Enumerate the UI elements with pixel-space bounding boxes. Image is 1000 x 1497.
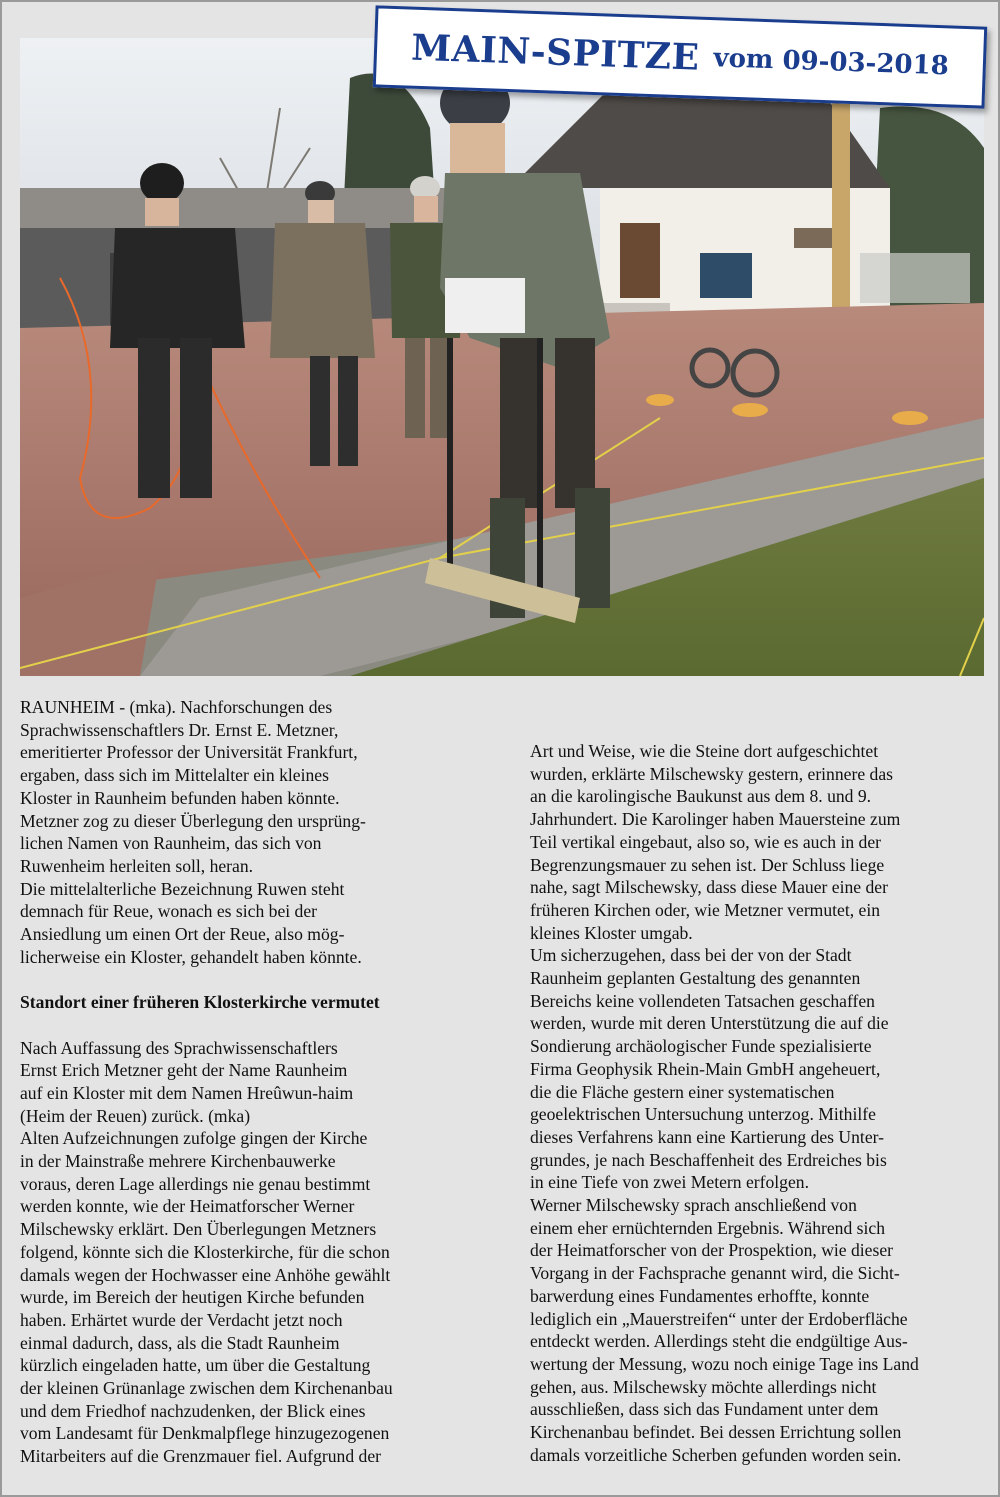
article-line: ausschließen, dass sich das Fundament unter dem xyxy=(530,1399,879,1420)
article-line: lediglich ein „Mauerstreifen“ unter der Erdoberfläche xyxy=(530,1308,908,1329)
stamp-date: vom 09-03-2018 xyxy=(712,43,950,82)
article-line: Bereichs keine vollendeten Tatsachen geschaffen xyxy=(530,990,875,1011)
article-line: Raunheim geplanten Gestaltung des genannten xyxy=(530,968,861,989)
article-line: RAUNHEIM - (mka). Nachforschungen des xyxy=(20,697,333,717)
article-body-right xyxy=(530,740,990,1467)
stamp-title: MAIN-SPITZE xyxy=(410,26,701,79)
article-line: Art und Weise, wie die Steine dort aufgeschichtet xyxy=(530,741,879,761)
article-line: Teil vertikal eingebaut, also so, wie es auch in der xyxy=(530,831,882,852)
article-line: kleines Kloster umgab. xyxy=(530,922,693,943)
article-line: in eine Tiefe von zwei Metern erfolgen. xyxy=(530,1172,809,1193)
article-column-right xyxy=(530,740,990,1467)
article-intro xyxy=(20,696,490,968)
article-line: voraus, deren Lage allerdings nie genau bestimmt xyxy=(20,1173,371,1194)
photo-icon xyxy=(20,38,984,676)
article-line: lichen Namen von Raunheim, das sich von xyxy=(20,833,322,854)
article-line: Nach Auffassung des Sprachwissenschaftlers xyxy=(20,1037,338,1058)
article-line: grundes, je nach Beschaffenheit des Erdreiches bis xyxy=(530,1149,887,1170)
article-line: wertung der Messung, wozu noch einige Tage ins Land xyxy=(530,1353,919,1374)
article-line: vom Landesamt für Denkmalpflege hinzugezogenen xyxy=(20,1423,390,1444)
article-line: damals vorzeitliche Scherben gefunden worden sein. xyxy=(530,1444,902,1465)
article-photo xyxy=(20,38,984,676)
article-line: Kirchenanbau befindet. Bei dessen Errichtung sollen xyxy=(530,1422,902,1443)
article-line: Firma Geophysik Rhein-Main GmbH angeheuert, xyxy=(530,1058,881,1079)
article-line: Ernst Erich Metzner geht der Name Raunheim xyxy=(20,1060,348,1081)
article-line: Sondierung archäologischer Funde spezialisierte xyxy=(530,1036,872,1057)
article-line: Jahrhundert. Die Karolinger haben Mauersteine zum xyxy=(530,809,901,830)
article-line: emeritierter Professor der Universität Frankfurt, xyxy=(20,742,358,763)
article-line: licherweise ein Kloster, gehandelt haben könnte. xyxy=(20,946,362,967)
article-line: auf ein Kloster mit dem Namen Hreûwun-haim xyxy=(20,1082,354,1103)
article-column-left xyxy=(20,696,490,1468)
article-line: Alten Aufzeichnungen zufolge gingen der Kirche xyxy=(20,1128,368,1149)
article-line: geoelektrischen Untersuchung unterzog. Mithilfe xyxy=(530,1104,876,1125)
article-line: die die Fläche gestern einer systematischen xyxy=(530,1081,835,1102)
article-line: Vorgang in der Fachsprache genannt wird, die Sicht- xyxy=(530,1263,900,1284)
article-line: Ruwenheim herleiten soll, heran. xyxy=(20,855,254,876)
article-line: nahe, sagt Milschewsky, dass diese Mauer eine der xyxy=(530,877,888,898)
article-line: Werner Milschewsky sprach anschließend von xyxy=(530,1195,857,1216)
article-line: folgend, könnte sich die Klosterkirche, für die schon xyxy=(20,1241,390,1262)
article-line: in der Mainstraße mehrere Kirchenbauwerke xyxy=(20,1151,336,1172)
article-line: (Heim der Reuen) zurück. (mka) xyxy=(20,1105,251,1126)
article-line: Metzner zog zu dieser Überlegung den ursprüng- xyxy=(20,810,366,831)
article-line: werden, wurde mit deren Unterstützung die auf die xyxy=(530,1013,889,1034)
article-line: der kleinen Grünanlage zwischen dem Kirchenanbau xyxy=(20,1378,393,1399)
article-line: Kloster in Raunheim befunden haben könnte. xyxy=(20,787,340,808)
article-line: einmal dadurch, dass, als die Stadt Raunheim xyxy=(20,1332,340,1353)
article-line: früheren Kirchen oder, wie Metzner vermutet, ein xyxy=(530,899,881,920)
article-line: demnach für Reue, wonach es sich bei der xyxy=(20,901,318,922)
article-line: Um sicherzugehen, dass bei der von der Stadt xyxy=(530,945,852,966)
article-subheading: Standort einer früheren Klosterkirche vermutet xyxy=(20,992,380,1013)
article-line: damals wegen der Hochwasser eine Anhöhe gewählt xyxy=(20,1264,391,1285)
article-line: einem eher ernüchternden Ergebnis. Während sich xyxy=(530,1217,885,1238)
article-line: wurde, im Bereich der heutigen Kirche befunden xyxy=(20,1287,365,1308)
article-line: Sprachwissenschaftlers Dr. Ernst E. Metzner, xyxy=(20,719,339,740)
article-line: Milschewsky erklärt. Den Überlegungen Metzners xyxy=(20,1219,377,1240)
article-line: entdeckt werden. Allerdings steht die endgültige Aus- xyxy=(530,1331,908,1352)
article-line: an die karolingische Baukunst aus dem 8. und 9. xyxy=(530,786,872,807)
article-body-left xyxy=(20,1037,490,1468)
article-line: gehen, aus. Milschewsky möchte allerdings nicht xyxy=(530,1376,877,1397)
article-line: der Heimatforscher von der Prospektion, wie dieser xyxy=(530,1240,893,1261)
article-line: barwerdung eines Fundamentes erhoffte, konnte xyxy=(530,1285,870,1306)
article-line: dieses Verfahrens kann eine Kartierung des Unter- xyxy=(530,1126,884,1147)
article-line: und dem Friedhof nachzudenken, der Blick eines xyxy=(20,1400,366,1421)
article-line: Die mittelalterliche Bezeichnung Ruwen steht xyxy=(20,878,345,899)
article-line: Ansiedlung um einen Ort der Reue, also mög- xyxy=(20,924,345,945)
article-line: ergaben, dass sich im Mittelalter ein kleines xyxy=(20,765,329,786)
article-line: wurden, erklärte Milschewsky gestern, erinnere das xyxy=(530,763,893,784)
article-line: kürzlich eingeladen hatte, um über die Gestaltung xyxy=(20,1355,371,1376)
article-line: haben. Erhärtet wurde der Verdacht jetzt noch xyxy=(20,1309,343,1330)
article-line: Begrenzungsmauer zu sehen ist. Der Schluss liege xyxy=(530,854,885,875)
article-line: werden konnte, wie der Heimatforscher Werner xyxy=(20,1196,355,1217)
article-line: Mitarbeiters auf die Grenzmauer fiel. Aufgrund der xyxy=(20,1446,382,1467)
